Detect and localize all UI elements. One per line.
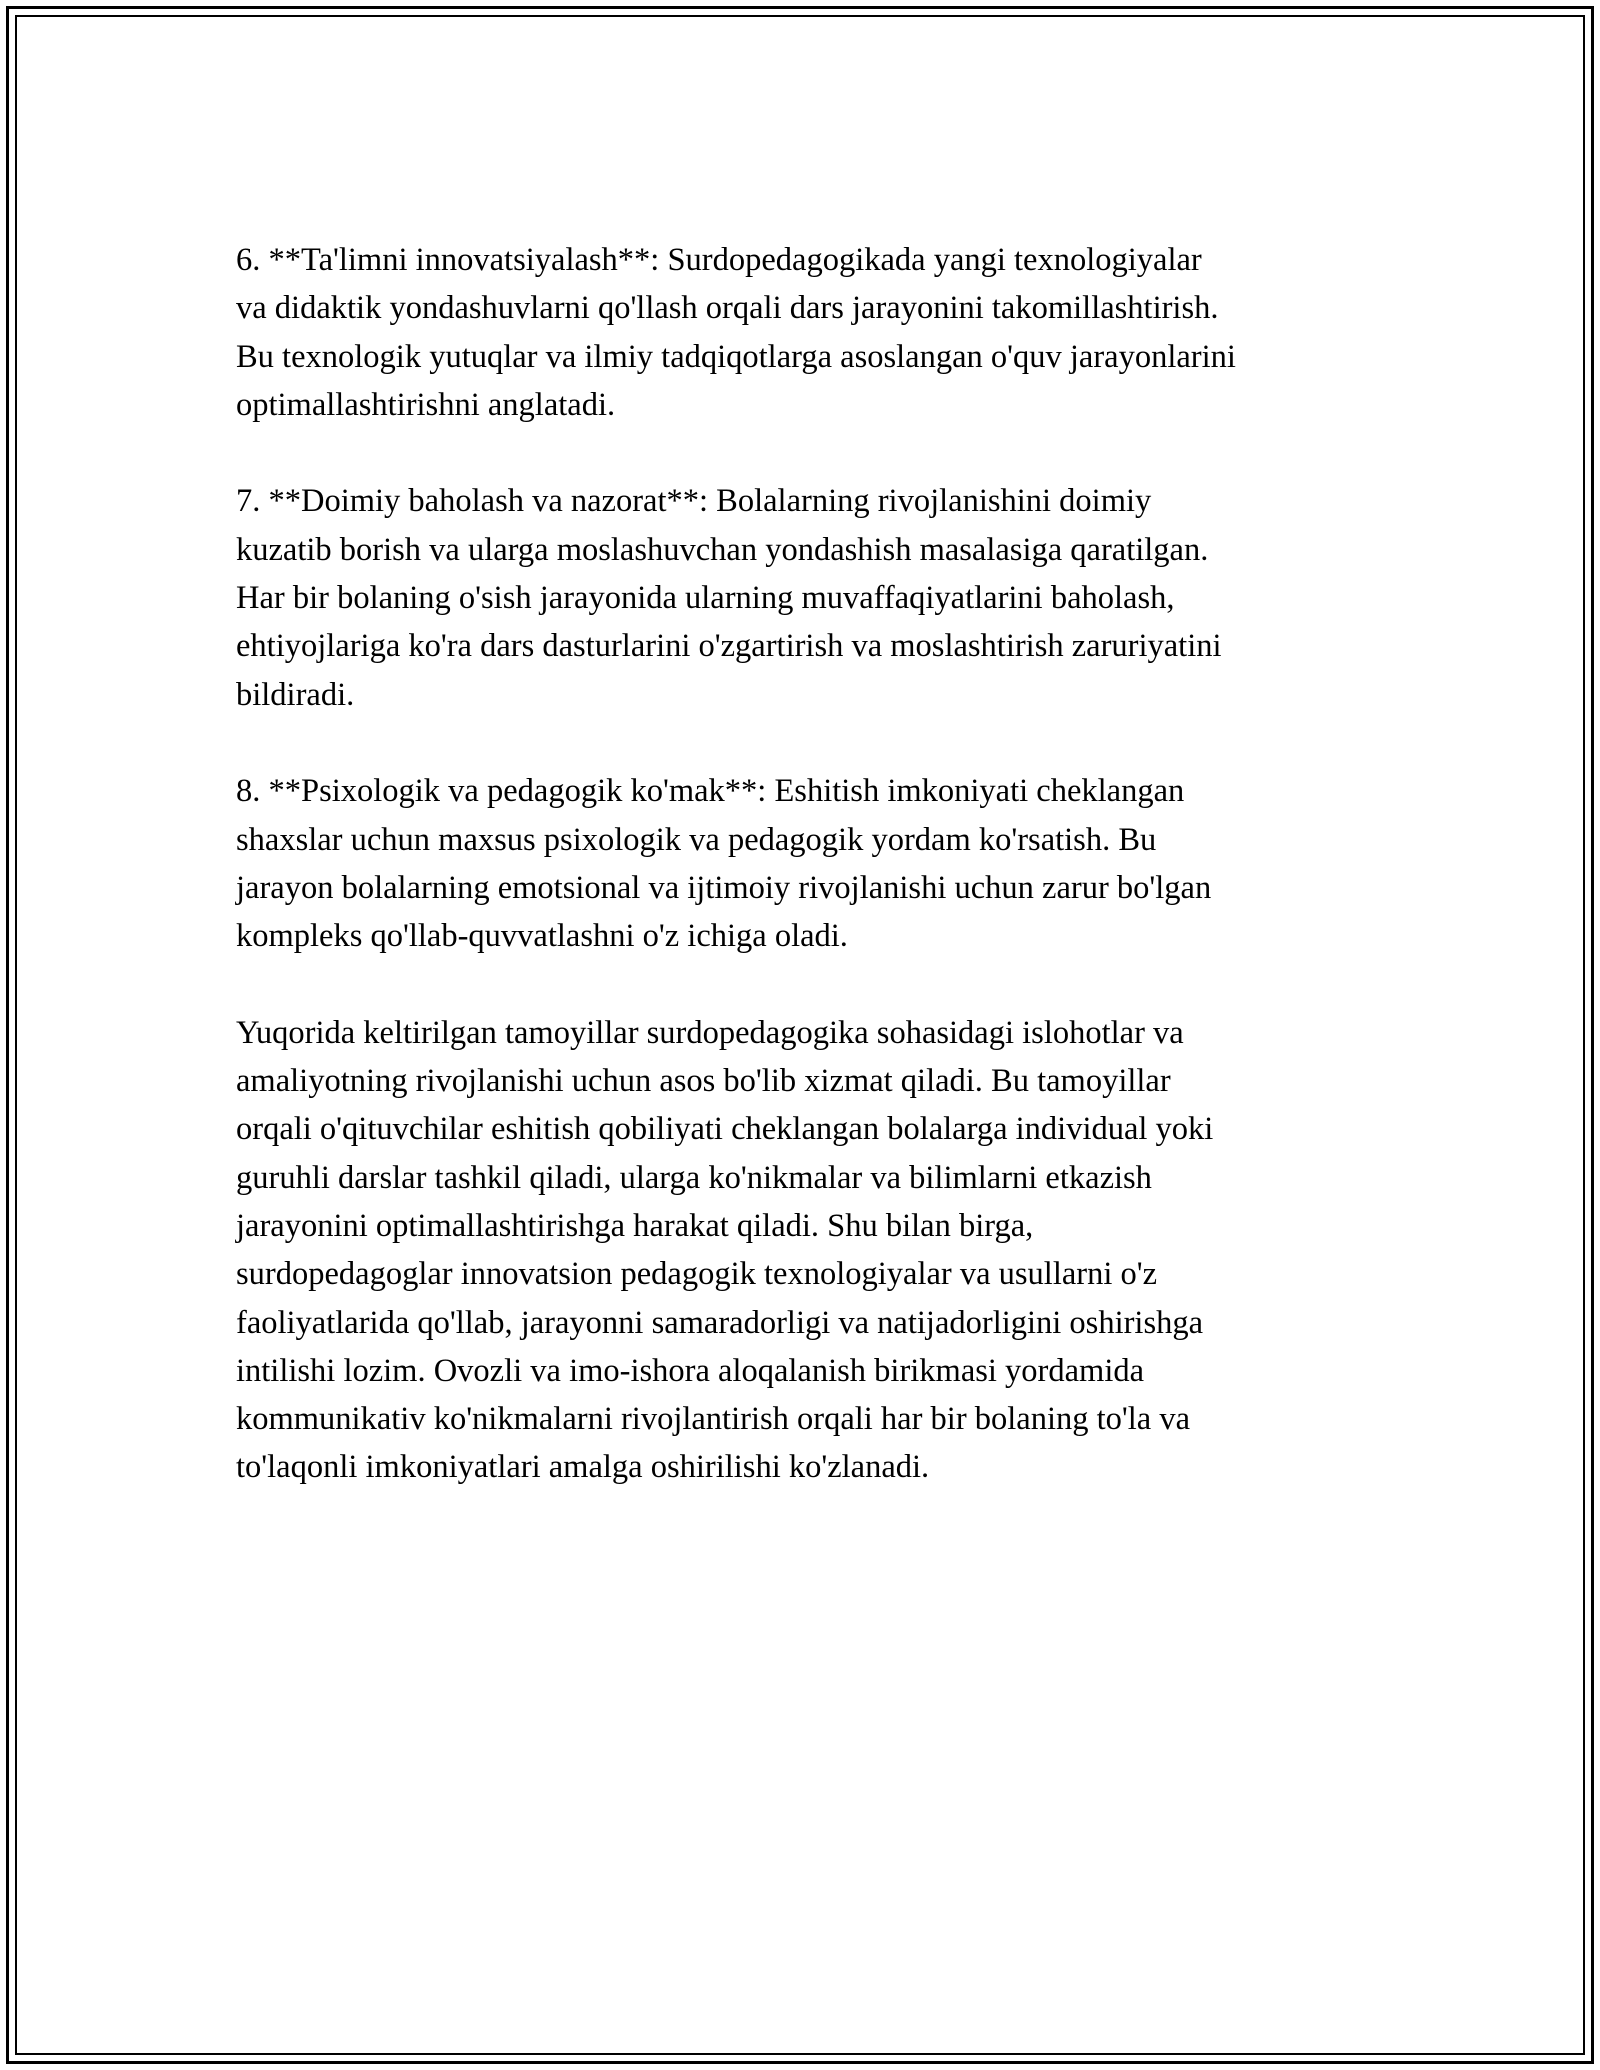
text-line: bildiradi.: [236, 676, 355, 713]
text-line: 6. **Ta'limni innovatsiyalash**: Surdopedagogikada yangi texnologiyalar: [236, 242, 1202, 278]
text-line: to'laqonli imkoniyatlari amalga oshirilishi ko'zlanadi.: [236, 1449, 930, 1486]
text-line: faoliyatlarida qo'llab, jarayonni samaradorligi va natijadorligini oshirishga: [236, 1304, 1204, 1341]
text-line: Yuqorida keltirilgan tamoyillar surdopedagogika sohasidagi islohotlar va: [236, 1014, 1184, 1051]
text-line: kompleks qo'llab-quvvatlashni o'z ichiga oladi.: [236, 918, 848, 955]
text-line: Har bir bolaning o'sish jarayonida ularning muvaffaqiyatlarini baholash,: [236, 580, 1175, 617]
text-line: ehtiyojlariga ko'ra dars dasturlarini o'zgartirish va moslashtirish zaruriyatini: [236, 628, 1222, 665]
paragraph-support: [236, 767, 1436, 960]
text-line: optimallashtirishni anglatadi.: [236, 386, 616, 423]
text-line: guruhli darslar tashkil qiladi, ularga ko'nikmalar va bilimlarni etkazish: [236, 1159, 1152, 1196]
paragraph-conclusion: [236, 1009, 1436, 1492]
text-line: jarayon bolalarning emotsional va ijtimoiy rivojlanishi uchun zarur bo'lgan: [236, 869, 1212, 906]
text-line: Bu texnologik yutuqlar va ilmiy tadqiqotlarga asoslangan o'quv jarayonlarini: [236, 338, 1236, 375]
text-line: orqali o'qituvchilar eshitish qobiliyati cheklangan bolalarga individual yoki: [236, 1111, 1214, 1148]
text-line: intilishi lozim. Ovozli va imo-ishora aloqalanish birikmasi yordamida: [236, 1352, 1145, 1389]
paragraph-assessment: [236, 477, 1436, 718]
text-line: surdopedagoglar innovatsion pedagogik texnologiyalar va usullarni o'z: [236, 1256, 1158, 1293]
text-line: shaxslar uchun maxsus psixologik va pedagogik yordam ko'rsatish. Bu: [236, 821, 1157, 858]
text-line: jarayonini optimallashtirishga harakat qiladi. Shu bilan birga,: [236, 1207, 1034, 1244]
paragraph-innovation: [236, 236, 1436, 429]
text-line: amaliyotning rivojlanishi uchun asos bo'lib xizmat qiladi. Bu tamoyillar: [236, 1063, 1171, 1100]
text-line: 8. **Psixologik va pedagogik ko'mak**: Eshitish imkoniyati cheklangan: [236, 773, 1185, 810]
text-line: kuzatib borish va ularga moslashuvchan yondashish masalasiga qaratilgan.: [236, 531, 1209, 568]
text-line: 7. **Doimiy baholash va nazorat**: Bolalarning rivojlanishini doimiy: [236, 483, 1152, 520]
document-body: [236, 236, 1436, 1540]
text-line: kommunikativ ko'nikmalarni rivojlantirish orqali har bir bolaning to'la va: [236, 1401, 1191, 1438]
text-line: va didaktik yondashuvlarni qo'llash orqali dars jarayonini takomillashtirish.: [236, 290, 1219, 327]
